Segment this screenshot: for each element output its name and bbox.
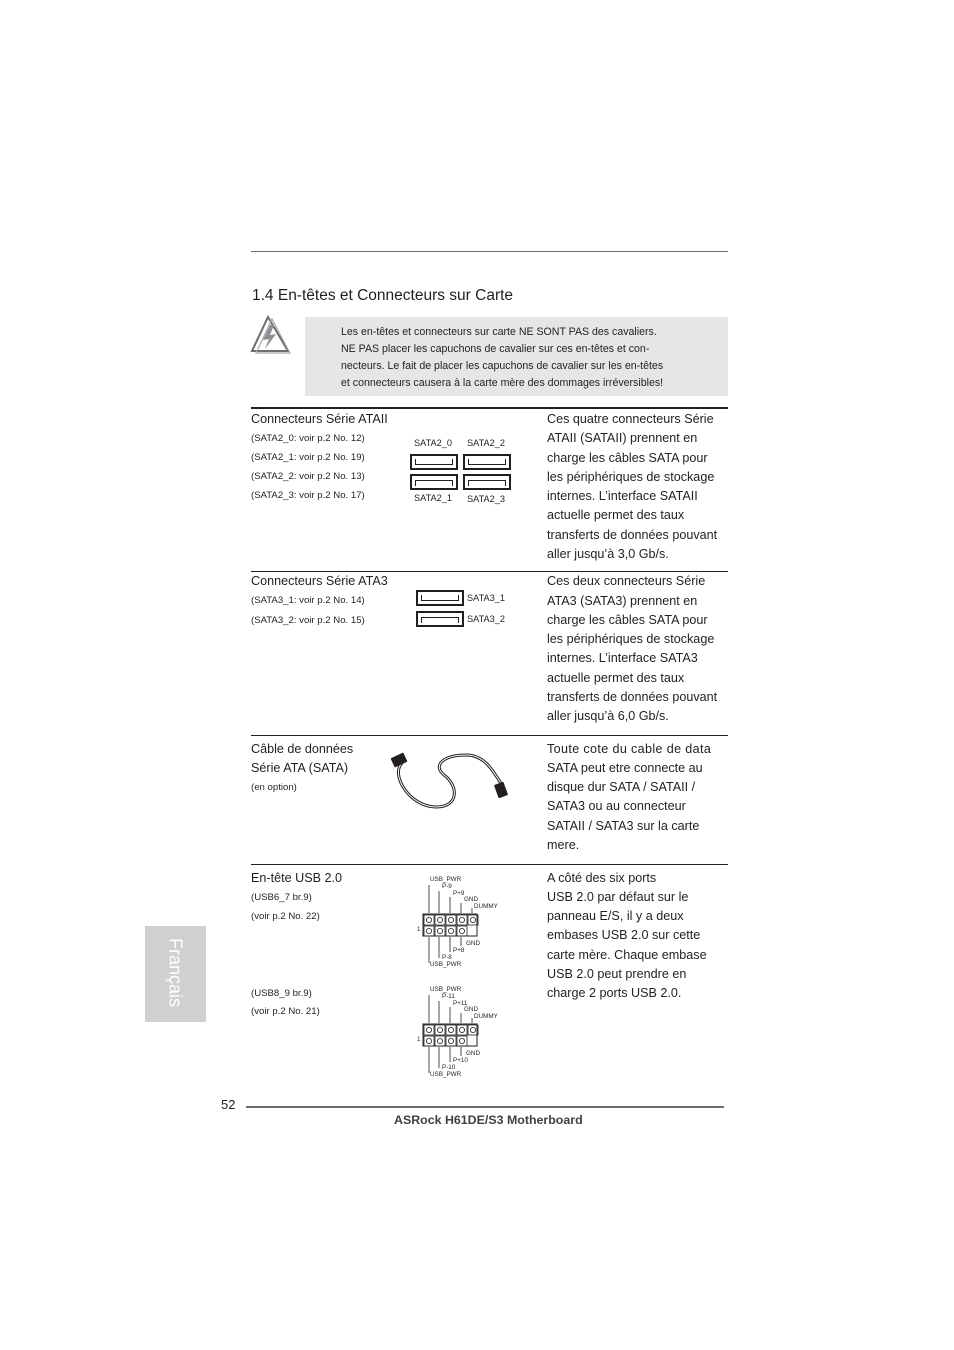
row-description: A côté des six ports	[547, 871, 657, 885]
language-tab-label: Français	[165, 937, 186, 1008]
row-description: ATA3 (SATA3) prennent en	[547, 594, 698, 608]
footer-title: ASRock H61DE/S3 Motherboard	[394, 1113, 583, 1127]
row-title-sataii: Connecteurs Série ATAII	[251, 412, 388, 426]
row-title-sata3: Connecteurs Série ATA3	[251, 574, 388, 588]
row-divider	[251, 735, 728, 736]
page-number: 52	[221, 1097, 236, 1112]
pin-label: USB_PWR	[430, 876, 462, 883]
sata-label: SATA2_0	[414, 438, 452, 448]
row-description: charge les câbles SATA pour	[547, 613, 708, 627]
row-detail: (SATA2_3: voir p.2 No. 17)	[251, 490, 365, 501]
row-description: disque dur SATA / SATAII /	[547, 780, 696, 794]
note-line: necteurs. Le fait de placer les capuchons de cavalier sur les en-têtes	[341, 360, 664, 372]
row-description: panneau E/S, il y a deux	[547, 909, 684, 923]
row-divider	[251, 571, 728, 572]
warning-icon	[248, 313, 292, 355]
row-detail: (USB8_9 br.9)	[251, 988, 312, 999]
row-title-sata-cable: Série ATA (SATA)	[251, 761, 349, 775]
row-divider	[251, 864, 728, 865]
pin-label: 1	[417, 926, 421, 933]
pin-label: GND	[466, 940, 480, 947]
row-detail: (SATA2_2: voir p.2 No. 13)	[251, 471, 365, 482]
table-top-rule	[251, 407, 728, 409]
pin-label: P+10	[453, 1057, 468, 1064]
row-title-usb: En-tête USB 2.0	[251, 871, 343, 885]
row-detail: (SATA2_1: voir p.2 No. 19)	[251, 452, 365, 463]
row-description: SATAII / SATA3 sur la carte	[547, 819, 700, 833]
pin-label: GND	[464, 1006, 478, 1013]
sata-label: SATA2_1	[414, 493, 452, 503]
row-description: charge 2 ports USB 2.0.	[547, 986, 682, 1000]
sata-label: SATA2_2	[467, 438, 505, 448]
row-description: Ces quatre connecteurs Série	[547, 412, 714, 426]
row-description: ATAII (SATAII) prennent en	[547, 431, 698, 445]
sata-label: SATA3_1	[467, 593, 505, 603]
row-description: transferts de données pouvant	[547, 528, 718, 542]
row-description: charge les câbles SATA pour	[547, 451, 708, 465]
note-line: et connecteurs causera à la carte mère des dommages irréversibles!	[341, 377, 664, 389]
row-description: carte mère. Chaque embase	[547, 948, 707, 962]
row-description: aller jusqu’à 3,0 Gb/s.	[547, 547, 669, 561]
row-detail: (SATA2_0: voir p.2 No. 12)	[251, 433, 365, 444]
row-description: SATA peut etre connecte au	[547, 761, 703, 775]
row-description: les périphériques de stockage	[547, 470, 715, 484]
row-description: embases USB 2.0 sur cette	[547, 928, 701, 942]
row-title-sata-cable: Câble de données	[251, 742, 354, 756]
top-rule	[251, 251, 728, 252]
usb-header-diagram	[416, 984, 516, 1080]
row-description: mere.	[547, 838, 580, 852]
pin-label: DUMMY	[474, 1013, 498, 1020]
pin-label: P+9	[453, 890, 465, 897]
row-description: actuelle permet des taux	[547, 671, 685, 685]
pin-label: USB_PWR	[430, 1071, 462, 1078]
sata-connector	[410, 454, 458, 470]
row-detail: (SATA3_2: voir p.2 No. 15)	[251, 615, 365, 626]
sata-label: SATA2_3	[467, 494, 505, 504]
sata-connector	[416, 611, 464, 627]
language-tab	[145, 926, 206, 1022]
row-description: actuelle permet des taux	[547, 508, 685, 522]
row-description: les périphériques de stockage	[547, 632, 715, 646]
row-description: SATA3 ou au connecteur	[547, 799, 686, 813]
row-detail: (SATA3_1: voir p.2 No. 14)	[251, 595, 365, 606]
section-title: 1.4 En-têtes et Connecteurs sur Carte	[252, 287, 514, 304]
pin-label: P-9	[442, 883, 452, 890]
pin-label: P+8	[453, 947, 465, 954]
row-description: Ces deux connecteurs Série	[547, 574, 706, 588]
row-description: USB 2.0 peut prendre en	[547, 967, 687, 981]
pin-label: GND	[466, 1050, 480, 1057]
pin-label: USB_PWR	[430, 986, 462, 993]
pin-label: P+11	[453, 1000, 468, 1007]
pin-label: 1	[417, 1036, 421, 1043]
sata-label: SATA3_2	[467, 614, 505, 624]
note-line: NE PAS placer les capuchons de cavalier sur ces en-têtes et con-	[341, 343, 650, 355]
row-description: Toute cote du cable de data	[547, 742, 712, 756]
pin-label: DUMMY	[474, 903, 498, 910]
pin-label: USB_PWR	[430, 961, 462, 968]
row-description: aller jusqu’à 6,0 Gb/s.	[547, 709, 669, 723]
sata-cable-icon	[388, 745, 518, 813]
row-detail: (voir p.2 No. 22)	[251, 911, 320, 922]
pin-label: P-8	[442, 954, 452, 961]
row-detail: (voir p.2 No. 21)	[251, 1006, 320, 1017]
footer-rule	[246, 1106, 724, 1108]
usb-header-diagram	[416, 874, 516, 970]
sata-connector	[410, 474, 458, 490]
sata-connector	[463, 474, 511, 490]
row-description: USB 2.0 par défaut sur le	[547, 890, 689, 904]
sata-connector	[416, 590, 464, 606]
pin-label: P-11	[442, 993, 455, 1000]
row-description: internes. L’interface SATAII	[547, 489, 698, 503]
row-description: internes. L’interface SATA3	[547, 651, 698, 665]
row-detail: (USB6_7 br.9)	[251, 892, 312, 903]
sata-connector	[463, 454, 511, 470]
pin-label: GND	[464, 896, 478, 903]
row-detail: (en option)	[251, 782, 297, 793]
note-line: Les en-têtes et connecteurs sur carte NE SONT PAS des cavaliers.	[341, 326, 657, 338]
pin-label: P-10	[442, 1064, 456, 1071]
row-description: transferts de données pouvant	[547, 690, 718, 704]
